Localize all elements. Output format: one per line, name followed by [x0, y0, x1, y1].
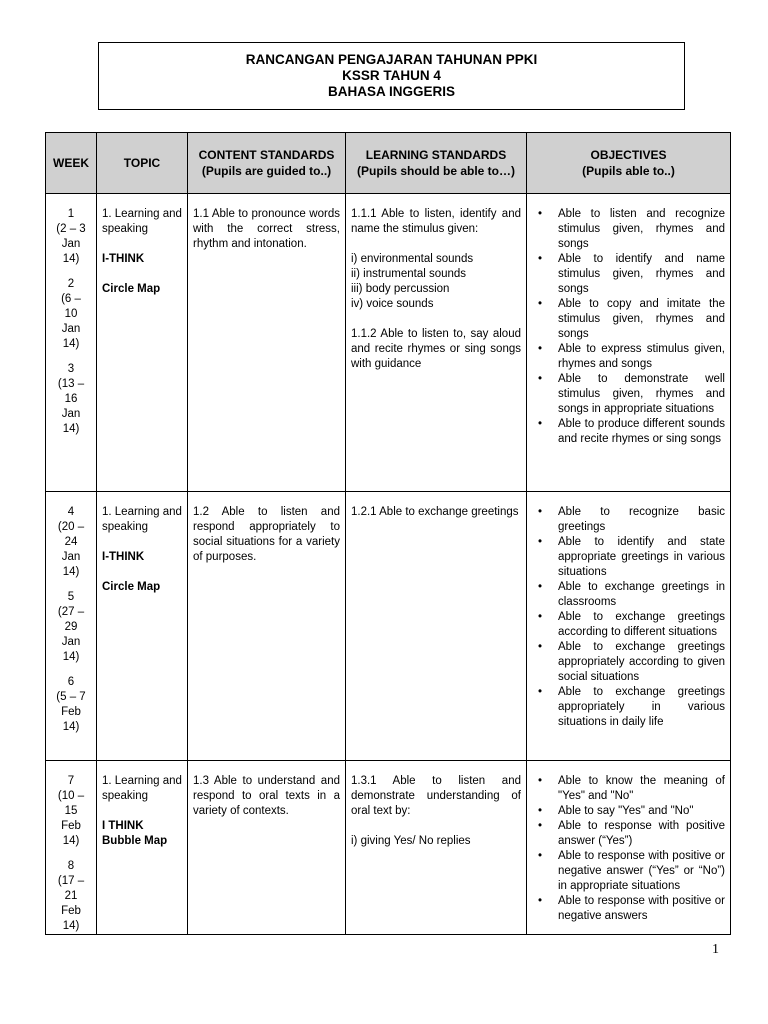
- header-week: WEEK: [46, 133, 97, 194]
- learning-standard-cell: 1.2.1 Able to exchange greetings: [346, 492, 527, 761]
- table-row: [46, 194, 731, 492]
- table-header-row: [46, 133, 731, 194]
- content-standard-cell: 1.2 Able to listen and respond appropriately to social situations for a variety of purposes.: [188, 492, 346, 761]
- document-title-line-3: BAHASA INGGERIS: [327, 84, 455, 99]
- header-learning-standards: LEARNING STANDARDS (Pupils should be able to…): [346, 133, 527, 194]
- objective-item: • Able to express stimulus given, rhymes and songs: [532, 342, 725, 372]
- content-standard-cell: 1.3 Able to understand and respond to oral texts in a variety of contexts.: [188, 761, 346, 935]
- objective-item: • Able to produce different sounds and recite rhymes or sing songs: [532, 417, 725, 447]
- week-cell: 4 (20 – 24 Jan 14) 5 (27 – 29 Jan 14) 6 (5 – 7 Feb 14): [46, 492, 97, 761]
- objective-item: • Able to exchange greetings according to different situations: [532, 610, 725, 640]
- header-content-standards: CONTENT STANDARDS (Pupils are guided to..): [188, 133, 346, 194]
- objectives-cell: [527, 761, 731, 935]
- week-cell: 1 (2 – 3 Jan 14) 2 (6 – 10 Jan 14) 3 (13 – 16 Jan 14): [46, 194, 97, 492]
- objective-item: • Able to identify and name stimulus given, rhymes and songs: [532, 252, 725, 297]
- objective-item: • Able to exchange greetings in classrooms: [532, 580, 725, 610]
- document-title-line-1: RANCANGAN PENGAJARAN TAHUNAN PPKI: [245, 52, 538, 67]
- objective-item: • Able to response with positive answer (“Yes”): [532, 819, 725, 849]
- objective-item: • Able to listen and recognize stimulus given, rhymes and songs: [532, 207, 725, 252]
- lesson-plan-table: [45, 132, 731, 935]
- objective-item: • Able to response with positive or negative answers: [532, 894, 725, 924]
- objective-item: • Able to exchange greetings appropriately according to given social situations: [532, 640, 725, 685]
- table-row: [46, 761, 731, 935]
- objective-item: • Able to identify and state appropriate greetings in various situations: [532, 535, 725, 580]
- objectives-cell: [527, 492, 731, 761]
- topic-cell: 1. Learning and speaking I-THINK Circle Map: [97, 194, 188, 492]
- header-objectives: OBJECTIVES (Pupils able to..): [527, 133, 731, 194]
- topic-cell: 1. Learning and speaking I THINK Bubble Map: [97, 761, 188, 935]
- header-topic: TOPIC: [97, 133, 188, 194]
- objective-item: • Able to know the meaning of "Yes" and "No": [532, 774, 725, 804]
- topic-cell: 1. Learning and speaking I-THINK Circle Map: [97, 492, 188, 761]
- document-title-box: [98, 42, 685, 110]
- objective-item: • Able to copy and imitate the stimulus given, rhymes and songs: [532, 297, 725, 342]
- objective-item: • Able to recognize basic greetings: [532, 505, 725, 535]
- objective-item: • Able to exchange greetings appropriately in various situations in daily life: [532, 685, 725, 730]
- document-title-line-2: KSSR TAHUN 4: [342, 68, 441, 83]
- page-number: 1: [712, 942, 719, 957]
- learning-standard-cell: 1.1.1 Able to listen, identify and name the stimulus given: i) environmental sounds ii) instrumental sounds iii) body percussion iv) voice sounds 1.1.2 Able to listen to, say aloud and recite rhymes or sing songs with guidance: [346, 194, 527, 492]
- objective-item: • Able to response with positive or negative answer (“Yes” or “No”) in appropriate situations: [532, 849, 725, 894]
- table-row: [46, 492, 731, 761]
- objectives-cell: [527, 194, 731, 492]
- objective-item: • Able to say "Yes" and "No": [532, 804, 725, 819]
- objective-item: • Able to demonstrate well stimulus given, rhymes and songs in appropriate situations: [532, 372, 725, 417]
- week-cell: 7 (10 – 15 Feb 14) 8 (17 – 21 Feb 14): [46, 761, 97, 935]
- content-standard-cell: 1.1 Able to pronounce words with the correct stress, rhythm and intonation.: [188, 194, 346, 492]
- learning-standard-cell: 1.3.1 Able to listen and demonstrate understanding of oral text by: i) giving Yes/ No replies: [346, 761, 527, 935]
